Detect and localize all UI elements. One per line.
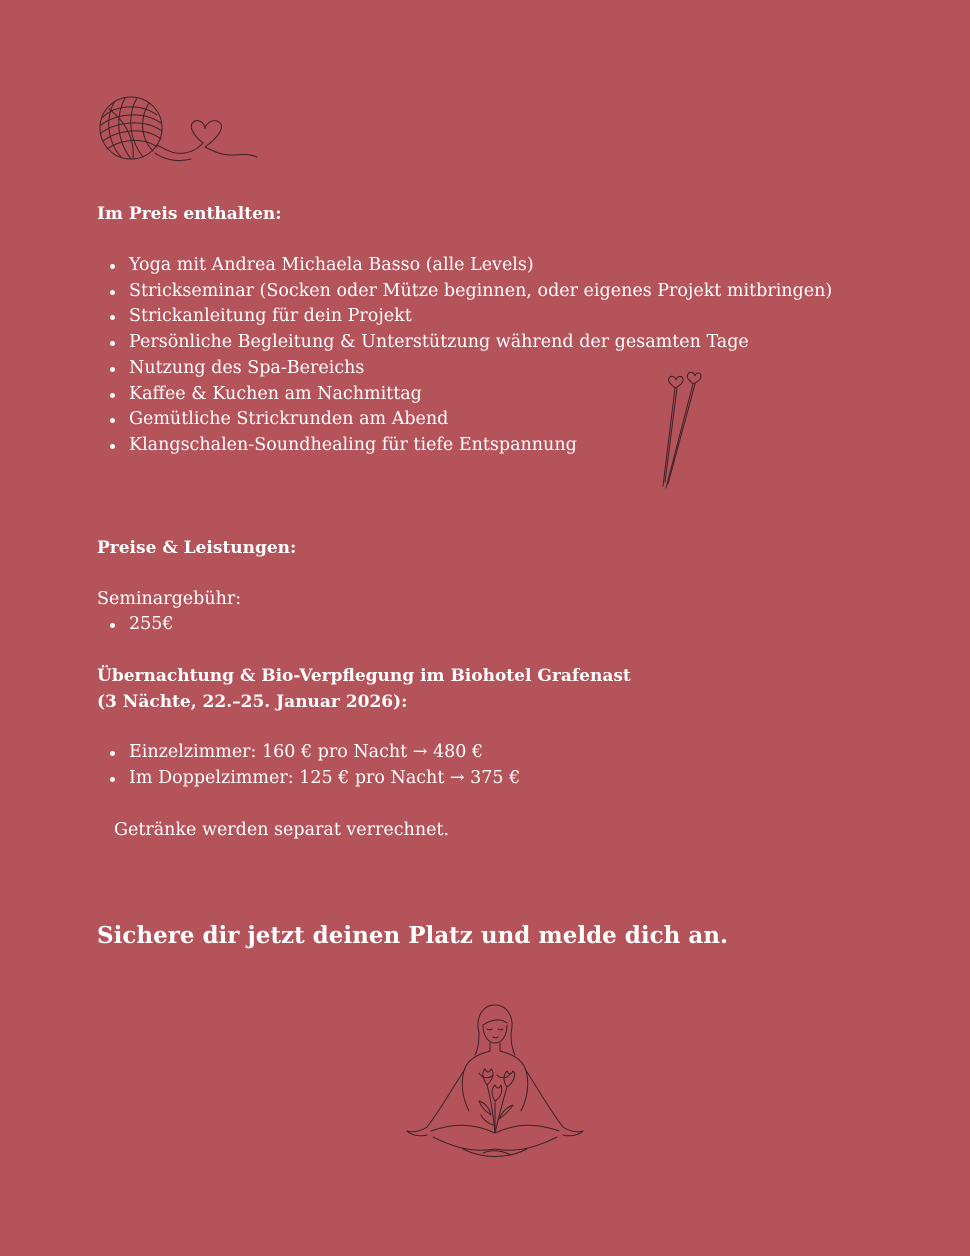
fee-list xyxy=(97,612,174,638)
list-item: Gemütliche Strickrunden am Abend xyxy=(97,407,832,433)
list-item: 255€ xyxy=(97,612,174,638)
fee-label: Seminargebühr: xyxy=(97,589,242,609)
list-item: Kaffee & Kuchen am Nachmittag xyxy=(97,382,832,408)
included-heading: Im Preis enthalten: xyxy=(97,204,282,224)
drinks-note: Getränke werden separat verrechnet. xyxy=(114,820,450,840)
stay-heading-line2: (3 Nächte, 22.–25. Januar 2026): xyxy=(97,692,408,712)
yarn-ball-heart-icon xyxy=(95,95,260,167)
list-item: Klangschalen-Soundhealing für tiefe Entspannung xyxy=(97,433,832,459)
list-item: Strickanleitung für dein Projekt xyxy=(97,304,832,330)
list-item: Strickseminar (Socken oder Mütze beginnen, oder eigenes Projekt mitbringen) xyxy=(97,279,832,305)
pricing-heading: Preise & Leistungen: xyxy=(97,538,297,558)
stay-list xyxy=(97,740,520,791)
list-item: Einzelzimmer: 160 € pro Nacht → 480 € xyxy=(97,740,520,766)
cta-heading: Sichere dir jetzt deinen Platz und melde dich an. xyxy=(97,922,728,949)
meditating-woman-icon xyxy=(403,1003,585,1161)
knitting-needles-icon xyxy=(655,370,707,492)
list-item: Nutzung des Spa-Bereichs xyxy=(97,356,832,382)
list-item: Im Doppelzimmer: 125 € pro Nacht → 375 € xyxy=(97,766,520,792)
included-list xyxy=(97,253,832,459)
list-item: Yoga mit Andrea Michaela Basso (alle Levels) xyxy=(97,253,832,279)
list-item: Persönliche Begleitung & Unterstützung während der gesamten Tage xyxy=(97,330,832,356)
stay-heading-line1: Übernachtung & Bio-Verpflegung im Biohotel Grafenast xyxy=(97,666,631,686)
